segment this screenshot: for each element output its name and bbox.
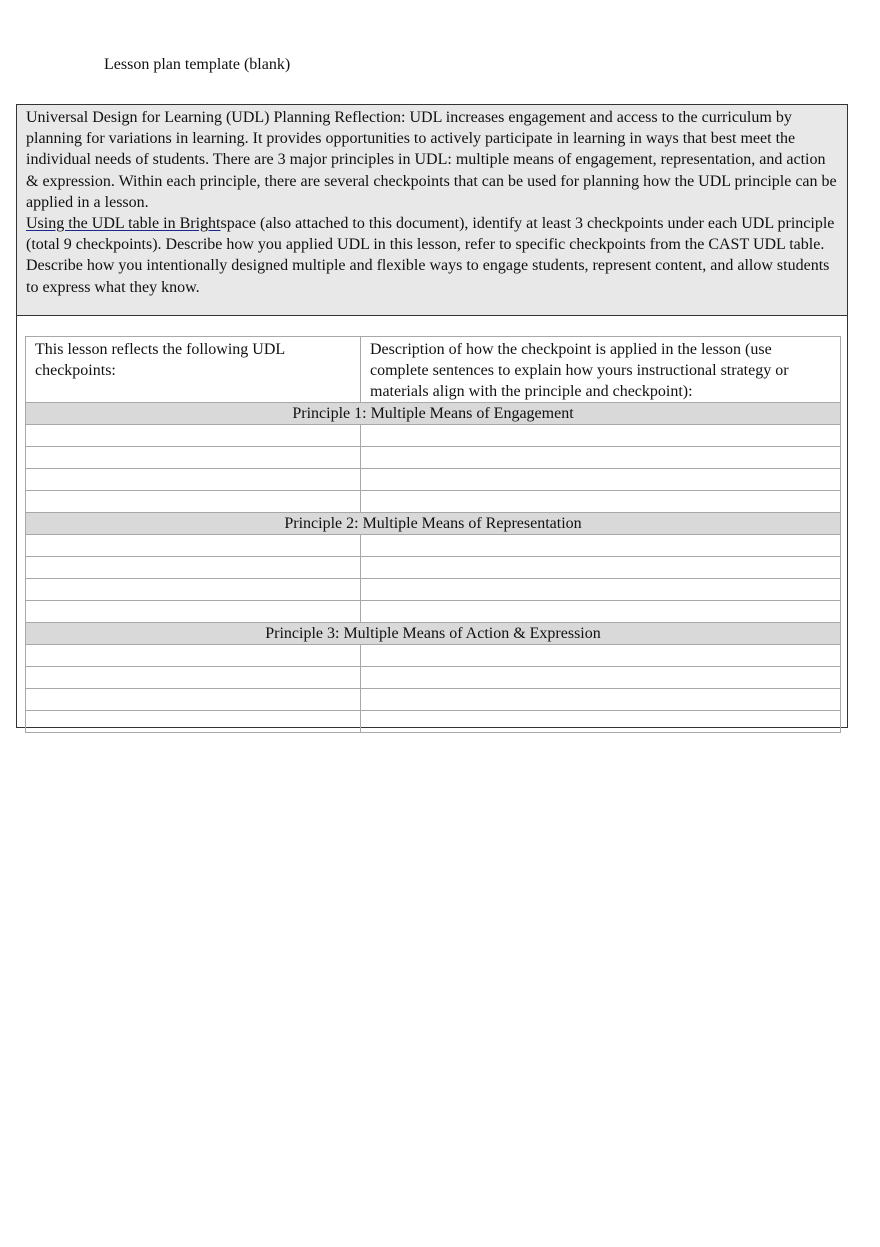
table-row [26, 645, 841, 667]
checkpoint-cell[interactable] [26, 469, 361, 491]
description-cell[interactable] [361, 447, 841, 469]
principle-row-representation [26, 513, 841, 535]
table-row [26, 601, 841, 623]
principle-1-heading: Principle 1: Multiple Means of Engagement [26, 403, 841, 425]
description-cell[interactable] [361, 711, 841, 733]
description-column-header: Description of how the checkpoint is applied in the lesson (use complete sentences to explain how yours instructional strategy or materials align with the principle and checkpoint): [361, 337, 841, 403]
checkpoint-cell[interactable] [26, 645, 361, 667]
checkpoint-cell[interactable] [26, 535, 361, 557]
checkpoint-cell[interactable] [26, 579, 361, 601]
description-cell[interactable] [361, 601, 841, 623]
table-row [26, 447, 841, 469]
description-cell[interactable] [361, 491, 841, 513]
table-row [26, 491, 841, 513]
table-row [26, 667, 841, 689]
table-row [26, 469, 841, 491]
principle-2-heading: Principle 2: Multiple Means of Representation [26, 513, 841, 535]
principle-3-heading: Principle 3: Multiple Means of Action & Expression [26, 623, 841, 645]
table-row [26, 557, 841, 579]
table-row [26, 579, 841, 601]
table-row [26, 689, 841, 711]
checkpoints-column-header: This lesson reflects the following UDL checkpoints: [26, 337, 361, 403]
description-cell[interactable] [361, 557, 841, 579]
checkpoint-cell[interactable] [26, 711, 361, 733]
reflection-intro-text: Universal Design for Learning (UDL) Planning Reflection: UDL increases engagement and access to the curriculum by planning for variations in learning. It provides opportunities to actively participate in learning in ways that best meet the individual needs of students. There are 3 major principles in UDL: multiple means of engagement, representation, and action & expression. Within each principle, there are several checkpoints that can be used for planning how the UDL principle can be applied in a lesson. [26, 109, 837, 211]
principle-row-action-expression [26, 623, 841, 645]
description-cell[interactable] [361, 667, 841, 689]
description-cell[interactable] [361, 425, 841, 447]
reflection-instructions [26, 213, 839, 298]
table-header-row [26, 337, 841, 403]
checkpoint-cell[interactable] [26, 425, 361, 447]
checkpoint-cell[interactable] [26, 491, 361, 513]
principle-row-engagement [26, 403, 841, 425]
brightspace-link[interactable]: Using the UDL table in Bright [26, 215, 221, 233]
udl-reflection-box [17, 105, 847, 316]
lesson-plan-table [16, 104, 848, 728]
checkpoint-cell[interactable] [26, 689, 361, 711]
document-title: Lesson plan template (blank) [104, 56, 291, 73]
description-cell[interactable] [361, 579, 841, 601]
checkpoint-cell[interactable] [26, 667, 361, 689]
udl-checkpoint-table [25, 336, 841, 733]
description-cell[interactable] [361, 469, 841, 491]
description-cell[interactable] [361, 535, 841, 557]
checkpoint-cell[interactable] [26, 557, 361, 579]
reflection-instructions-text: space (also attached to this document), identify at least 3 checkpoints under each UDL principle (total 9 checkpoints). Describe how you applied UDL in this lesson, refer to specific checkpoints from the CAST UDL table. Describe how you intentionally designed multiple and flexible ways to engage students, represent content, and allow students to express what they know. [26, 215, 835, 296]
description-cell[interactable] [361, 689, 841, 711]
description-cell[interactable] [361, 645, 841, 667]
checkpoint-cell[interactable] [26, 601, 361, 623]
table-row [26, 535, 841, 557]
table-row [26, 425, 841, 447]
table-row [26, 711, 841, 733]
checkpoint-cell[interactable] [26, 447, 361, 469]
